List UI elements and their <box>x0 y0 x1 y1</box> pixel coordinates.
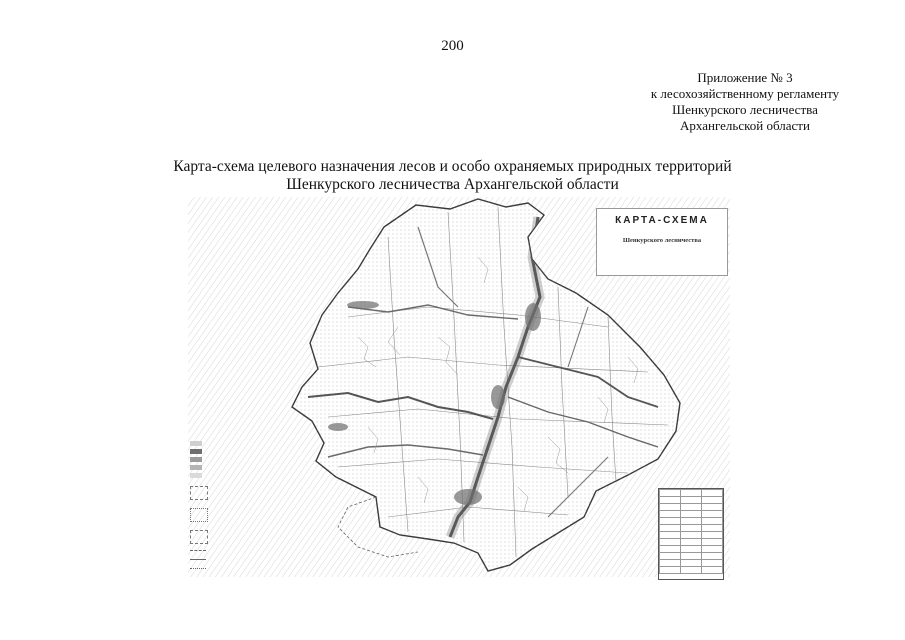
legend-box <box>190 508 208 522</box>
legend-box <box>190 530 208 544</box>
appendix-line-3: Шенкурского лесничества <box>672 102 818 117</box>
legend-swatch <box>190 441 202 446</box>
legend-swatch <box>190 473 202 478</box>
map-cartouche <box>596 208 728 276</box>
table-row <box>660 546 723 553</box>
appendix-line-2: к лесохозяйственному регламенту <box>650 86 840 101</box>
legend-swatch <box>190 449 202 454</box>
map-title-line-2: Шенкурского лесничества Архангельской области <box>286 176 619 193</box>
table-row <box>660 525 723 532</box>
map-title <box>0 158 905 194</box>
legend-swatch <box>190 457 202 462</box>
page-number: 200 <box>441 38 464 54</box>
table-row <box>660 567 723 574</box>
legend-swatch <box>190 465 202 470</box>
area-table <box>658 488 724 580</box>
table-row <box>660 504 723 511</box>
map-legend <box>190 440 365 571</box>
appendix-line-1: Приложение № 3 <box>697 70 793 85</box>
cartouche-forestry-name: Шенкурского лесничества <box>622 237 702 244</box>
table-row <box>660 560 723 567</box>
legend-box <box>190 486 208 500</box>
legend-line <box>190 559 206 560</box>
table-row <box>660 497 723 504</box>
appendix-block <box>620 70 870 134</box>
table-row <box>660 490 723 497</box>
table-row <box>660 532 723 539</box>
legend-line <box>190 568 206 569</box>
cartouche-heading: КАРТА-СХЕМА <box>615 215 709 226</box>
table-row <box>660 539 723 546</box>
table-row <box>660 553 723 560</box>
map-title-line-1: Карта-схема целевого назначения лесов и особо охраняемых природных территорий <box>173 158 732 175</box>
legend-line <box>190 550 206 551</box>
table-row <box>660 518 723 525</box>
appendix-line-4: Архангельской области <box>680 118 810 133</box>
cartouche-fine-print <box>597 209 727 214</box>
table-row <box>660 511 723 518</box>
